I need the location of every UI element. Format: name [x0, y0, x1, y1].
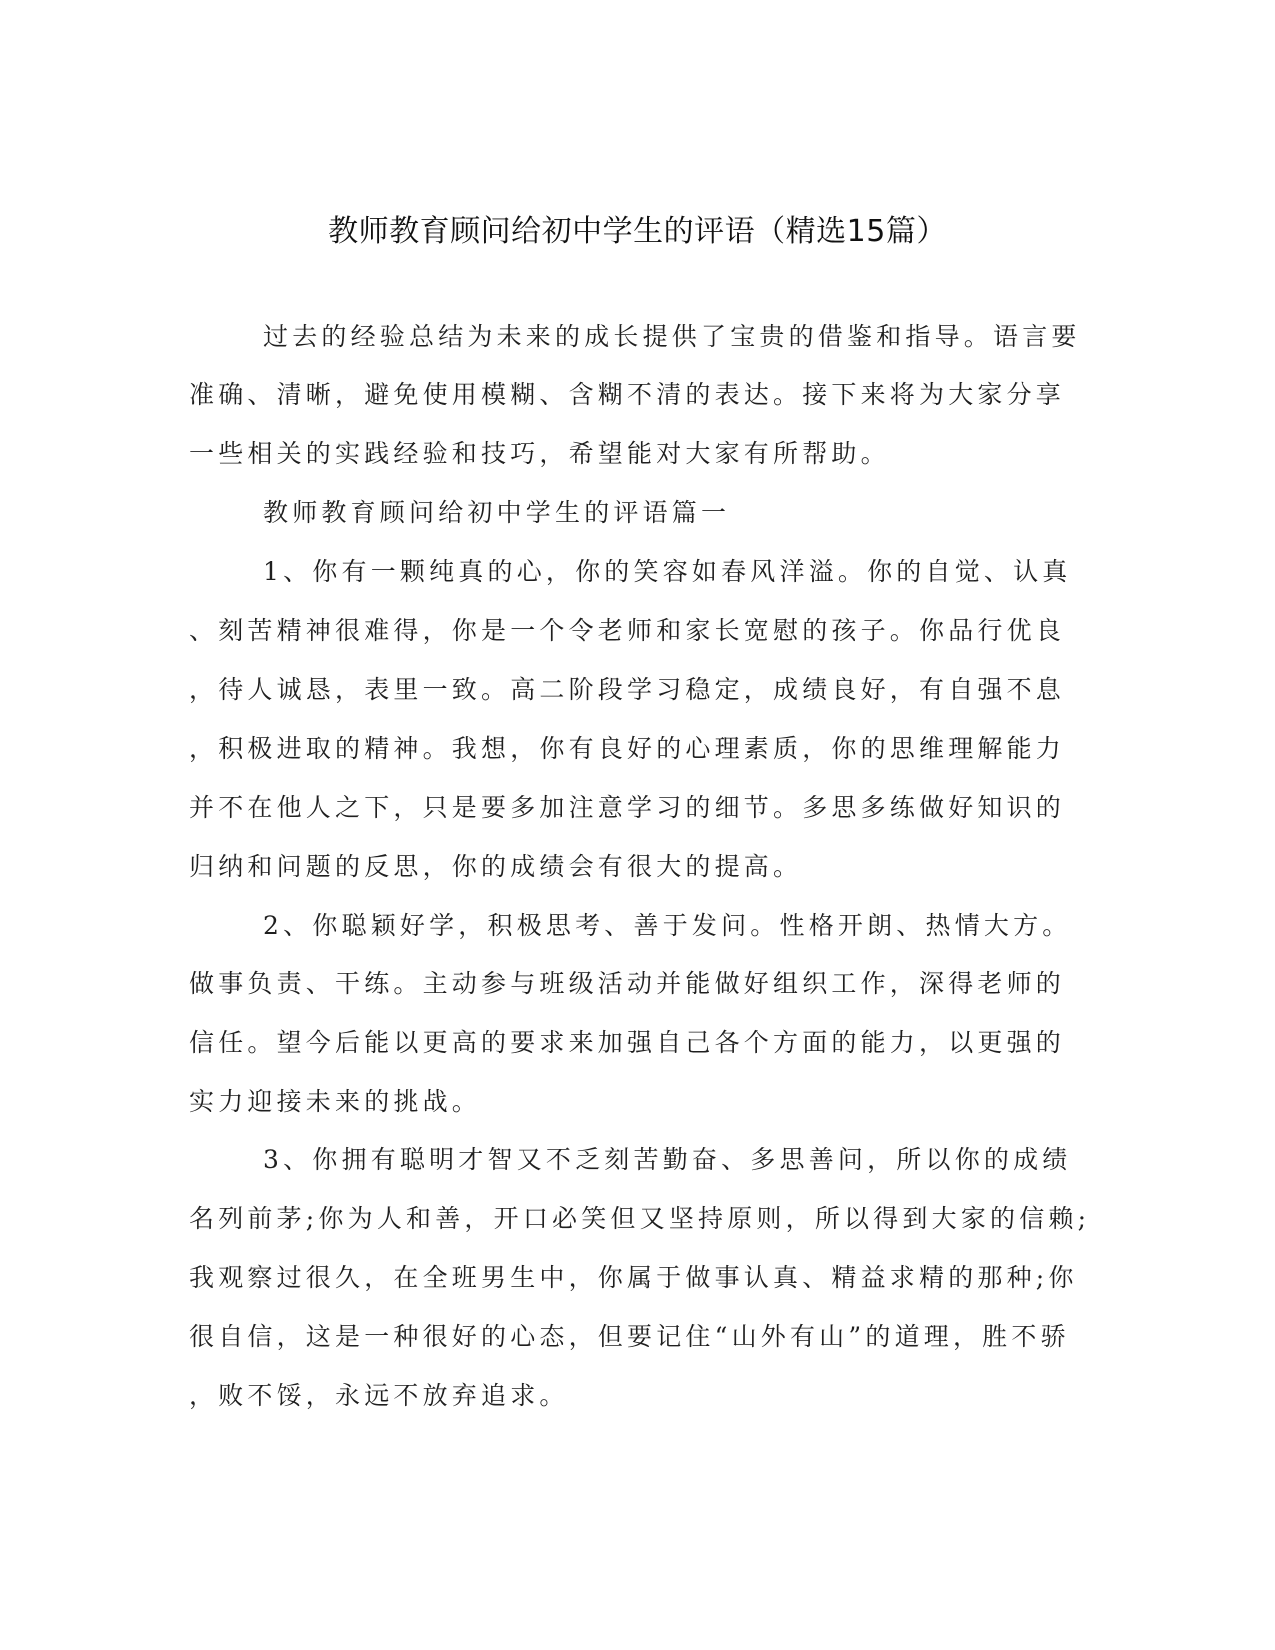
- item-2-line: 2、你聪颖好学，积极思考、善于发问。性格开朗、热情大方。: [263, 911, 1072, 940]
- intro-line: 过去的经验总结为未来的成长提供了宝贵的借鉴和指导。语言要: [263, 322, 1081, 351]
- item-3-line: 我观察过很久，在全班男生中，你属于做事认真、精益求精的那种;你: [189, 1263, 1078, 1292]
- item-3-line: 名列前茅;你为人和善，开口必笑但又坚持原则，所以得到大家的信赖;: [189, 1204, 1091, 1233]
- item-1-line: ，待人诚恳，表里一致。高二阶段学习稳定，成绩良好，有自强不息: [189, 675, 1066, 704]
- section-heading: 教师教育顾问给初中学生的评语篇一: [263, 498, 731, 527]
- item-1-line: 并不在他人之下，只是要多加注意学习的细节。多思多练做好知识的: [189, 793, 1066, 822]
- item-2-line: 实力迎接未来的挑战。: [189, 1087, 482, 1116]
- item-1-line: 1、你有一颗纯真的心，你的笑容如春风洋溢。你的自觉、认真: [263, 557, 1072, 586]
- item-1-line: ，积极进取的精神。我想，你有良好的心理素质，你的思维理解能力: [189, 734, 1066, 763]
- document-title: 教师教育顾问给初中学生的评语（精选15篇）: [328, 214, 947, 249]
- item-3-line: 3、你拥有聪明才智又不乏刻苦勤奋、多思善问，所以你的成绩: [263, 1145, 1072, 1174]
- item-2-line: 信任。望今后能以更高的要求来加强自己各个方面的能力，以更强的: [189, 1028, 1066, 1057]
- item-3-line: 很自信，这是一种很好的心态，但要记住“山外有山”的道理，胜不骄: [189, 1322, 1070, 1351]
- item-1-line: 归纳和问题的反思，你的成绩会有很大的提高。: [189, 852, 803, 881]
- item-2-line: 做事负责、干练。主动参与班级活动并能做好组织工作，深得老师的: [189, 969, 1066, 998]
- intro-line: 一些相关的实践经验和技巧，希望能对大家有所帮助。: [189, 439, 890, 468]
- item-3-line: ，败不馁，永远不放弃追求。: [189, 1381, 569, 1410]
- item-1-line: 、刻苦精神很难得，你是一个令老师和家长宽慰的孩子。你品行优良: [189, 616, 1066, 645]
- intro-line: 准确、清晰，避免使用模糊、含糊不清的表达。接下来将为大家分享: [189, 380, 1066, 409]
